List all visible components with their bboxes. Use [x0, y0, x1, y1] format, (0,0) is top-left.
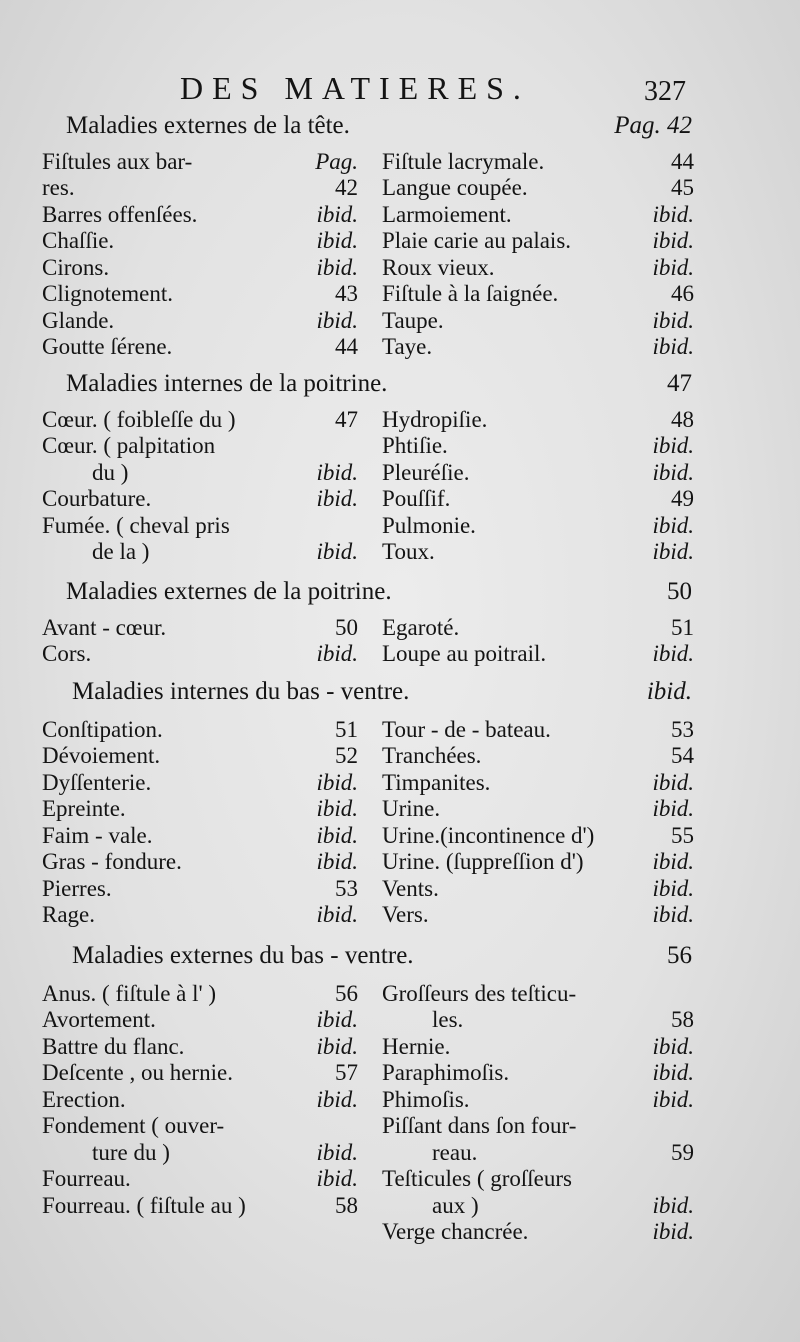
entry-term: Glande.	[42, 307, 115, 333]
index-entry	[382, 175, 694, 202]
entries-right-column	[382, 148, 694, 360]
index-entry	[42, 641, 358, 668]
index-entry	[382, 875, 694, 902]
running-title: DES MATIERES.	[180, 70, 530, 106]
index-entry	[382, 1086, 694, 1113]
entry-page: ibid.	[316, 1166, 358, 1191]
entry-term: Larmoiement.	[382, 201, 512, 227]
index-entry	[42, 228, 358, 255]
entry-term: Fiſtule à la ſaignée.	[382, 281, 559, 306]
index-entry	[42, 486, 358, 513]
index-entry	[382, 1113, 694, 1140]
entry-page: 45	[671, 175, 694, 200]
entry-page: 56	[335, 980, 358, 1006]
entry-term: Fiſtules aux bar-	[42, 148, 193, 174]
entry-page: ibid.	[316, 228, 358, 253]
entry-term: Erection.	[42, 1086, 126, 1112]
entry-term: Phimoſis.	[382, 1086, 470, 1112]
entry-term: Rage.	[42, 902, 96, 927]
index-entry	[382, 254, 694, 281]
entry-page: 58	[671, 1007, 694, 1032]
entry-term: Epreinte.	[42, 796, 126, 821]
index-entry	[382, 849, 694, 876]
entry-term: Clignotement.	[42, 281, 173, 306]
entry-term: Cors.	[42, 641, 92, 666]
entry-term: Dyſſenterie.	[42, 769, 152, 795]
entry-term: Taye.	[382, 334, 433, 359]
entry-page: 44	[335, 334, 358, 359]
entry-term: Piſſant dans ſon four-	[382, 1113, 577, 1138]
index-entry	[382, 796, 694, 823]
entry-page: Pag.	[315, 148, 358, 174]
entry-page: 44	[671, 148, 694, 174]
section-title: Maladies externes du bas - ventre.	[72, 942, 414, 969]
entry-page: ibid.	[316, 1139, 358, 1165]
section-title: Maladies externes de la poitrine.	[66, 578, 392, 605]
section-page: 47	[667, 370, 692, 397]
entry-term: Phtiſie.	[382, 433, 448, 458]
entry-page: ibid.	[316, 539, 358, 564]
entry-term: Pierres.	[42, 875, 112, 901]
entry-term: Chaſſie.	[42, 228, 115, 253]
entry-term: Cœur. ( palpitation	[42, 433, 216, 458]
entry-term: Dévoiement.	[42, 743, 161, 768]
entries-right-column	[382, 406, 694, 565]
entry-page: ibid.	[652, 902, 694, 927]
entry-term: res.	[42, 175, 75, 200]
entry-term: Timpanites.	[382, 769, 491, 795]
entry-page: ibid.	[652, 334, 694, 359]
entry-page: 52	[335, 743, 358, 768]
section-title: Maladies externes de la tête.	[66, 112, 350, 139]
index-entry	[382, 1219, 694, 1246]
index-entry	[382, 334, 694, 361]
section-heading	[0, 578, 800, 608]
entry-page: ibid.	[652, 796, 694, 821]
entry-term: Pleuréſie.	[382, 459, 470, 485]
section-title: Maladies internes du bas - ventre.	[72, 678, 410, 705]
entry-page: ibid.	[652, 433, 694, 458]
entry-term: Barres offenſées.	[42, 201, 198, 227]
index-entry	[42, 1033, 358, 1060]
entry-page: ibid.	[652, 641, 694, 666]
entry-term: Pouſſif.	[382, 486, 451, 511]
entry-page: ibid.	[652, 1219, 694, 1244]
index-entry	[382, 539, 694, 566]
page-number: 327	[644, 76, 686, 107]
index-entry	[42, 1007, 358, 1034]
entry-term: Tour - de - bateau.	[382, 716, 551, 742]
entry-page: 53	[671, 716, 694, 742]
index-entry	[382, 1060, 694, 1087]
index-entry	[382, 1166, 694, 1193]
entry-term: Vents.	[382, 875, 439, 901]
index-entry	[42, 1086, 358, 1113]
entry-page: ibid.	[316, 822, 358, 848]
entry-term: Urine. (ſuppreſſion d')	[382, 849, 584, 874]
index-entry	[42, 459, 358, 486]
section-heading	[0, 112, 800, 142]
entry-page: ibid.	[652, 1033, 694, 1059]
index-entry	[382, 459, 694, 486]
index-entry	[42, 1192, 358, 1219]
index-entry	[382, 641, 694, 668]
entry-page: ibid.	[316, 1086, 358, 1112]
entry-page: 51	[335, 716, 358, 742]
entry-page: 50	[335, 614, 358, 640]
entry-page: 59	[671, 1139, 694, 1165]
entry-term: Conſtipation.	[42, 716, 163, 742]
entry-page: ibid.	[316, 201, 358, 227]
entry-page: ibid.	[652, 1086, 694, 1112]
section-page: Pag. 42	[614, 112, 692, 139]
entry-page: ibid.	[316, 459, 358, 485]
index-entry	[42, 1166, 358, 1193]
entry-term: Urine.	[382, 796, 441, 821]
entry-term: Anus. ( fiſtule à l' )	[42, 980, 217, 1006]
entry-page: ibid.	[316, 486, 358, 511]
index-entry	[42, 307, 358, 334]
entry-page: 46	[671, 281, 694, 306]
index-entry	[382, 1139, 694, 1166]
section-title: Maladies internes de la poitrine.	[66, 370, 388, 397]
entries-left-column	[42, 406, 358, 565]
entry-term: Hernie.	[382, 1033, 451, 1059]
entry-page: ibid.	[316, 849, 358, 874]
entry-page: ibid.	[652, 512, 694, 538]
index-entry	[382, 769, 694, 796]
section-heading	[0, 942, 800, 972]
index-entry	[42, 512, 358, 539]
section-page: 56	[667, 942, 692, 969]
entry-page: 42	[335, 175, 358, 200]
section-heading	[0, 370, 800, 400]
entries-left-column	[42, 980, 358, 1219]
entries-right-column	[382, 716, 694, 928]
entry-term: ture du )	[92, 1139, 170, 1165]
entry-term: Egaroté.	[382, 614, 460, 640]
entry-page: ibid.	[652, 307, 694, 333]
section-page: 50	[667, 578, 692, 605]
entry-term: les.	[432, 1007, 464, 1032]
entries-left-column	[42, 148, 358, 360]
entry-page: ibid.	[316, 307, 358, 333]
entry-page: 54	[671, 743, 694, 768]
entry-term: Fourreau.	[42, 1166, 131, 1191]
index-entry	[42, 254, 358, 281]
entry-term: Plaie carie au palais.	[382, 228, 572, 253]
entry-term: Hydropiſie.	[382, 406, 488, 432]
entry-page: ibid.	[652, 849, 694, 874]
index-entry	[382, 201, 694, 228]
entry-term: aux )	[432, 1192, 479, 1218]
index-entry	[42, 1113, 358, 1140]
entry-page: ibid.	[652, 875, 694, 901]
index-entry	[42, 1060, 358, 1087]
index-entry	[42, 743, 358, 770]
index-entry	[42, 281, 358, 308]
entry-term: Faim - vale.	[42, 822, 153, 848]
index-entry	[382, 1033, 694, 1060]
entry-page: 55	[671, 822, 694, 848]
entry-term: Paraphimoſis.	[382, 1060, 510, 1085]
index-entry	[382, 716, 694, 743]
index-entry	[382, 228, 694, 255]
entry-term: Fumée. ( cheval pris	[42, 512, 230, 538]
entry-term: du )	[92, 459, 129, 485]
entry-page: ibid.	[652, 201, 694, 227]
entry-page: 43	[335, 281, 358, 306]
index-entry	[42, 822, 358, 849]
entry-term: Langue coupée.	[382, 175, 528, 200]
running-head	[0, 70, 800, 110]
entry-term: Avortement.	[42, 1007, 156, 1032]
entry-page: ibid.	[652, 228, 694, 253]
section-page: ibid.	[646, 678, 692, 705]
index-entry	[382, 148, 694, 175]
index-entry	[42, 716, 358, 743]
entry-page: 53	[335, 875, 358, 901]
entry-term: Pulmonie.	[382, 512, 476, 538]
entry-term: Loupe au poitrail.	[382, 641, 547, 666]
entry-term: Cœur. ( foibleſſe du )	[42, 406, 236, 432]
entry-term: Groſſeurs des teſticu-	[382, 980, 577, 1006]
index-entry	[42, 796, 358, 823]
section-heading	[0, 678, 800, 708]
entry-term: Courbature.	[42, 486, 152, 511]
index-entry	[382, 433, 694, 460]
index-entry	[382, 486, 694, 513]
entry-term: Toux.	[382, 539, 435, 564]
index-entry	[42, 433, 358, 460]
entry-page: ibid.	[652, 769, 694, 795]
entry-term: Cirons.	[42, 254, 110, 280]
entry-page: 57	[335, 1060, 358, 1085]
index-entry	[382, 980, 694, 1007]
entry-term: Fondement ( ouver-	[42, 1113, 225, 1138]
entry-term: Battre du flanc.	[42, 1033, 185, 1059]
index-entry	[42, 902, 358, 929]
entry-page: ibid.	[652, 1192, 694, 1218]
entries-right-column	[382, 980, 694, 1245]
index-entry	[42, 614, 358, 641]
index-entry	[382, 1192, 694, 1219]
index-entry	[382, 406, 694, 433]
index-entry	[42, 201, 358, 228]
index-entry	[382, 743, 694, 770]
entries-right-column	[382, 614, 694, 667]
entry-term: Deſcente , ou hernie.	[42, 1060, 233, 1085]
entry-page: ibid.	[316, 796, 358, 821]
entry-term: Goutte ſérene.	[42, 334, 173, 359]
index-entry	[42, 175, 358, 202]
index-entry	[42, 875, 358, 902]
entry-page: 51	[671, 614, 694, 640]
entry-page: ibid.	[652, 459, 694, 485]
index-entry	[382, 1007, 694, 1034]
index-entry	[382, 281, 694, 308]
entry-term: Fourreau. ( fiſtule au )	[42, 1192, 246, 1218]
entries-left-column	[42, 716, 358, 928]
index-entry	[42, 980, 358, 1007]
entry-page: 48	[671, 406, 694, 432]
entry-page: ibid.	[316, 1007, 358, 1032]
entry-term: Gras - fondure.	[42, 849, 182, 874]
index-entry	[382, 512, 694, 539]
index-entry	[382, 614, 694, 641]
entry-term: Vers.	[382, 902, 429, 927]
entry-term: Avant - cœur.	[42, 614, 167, 640]
index-entry	[42, 406, 358, 433]
index-entry	[42, 334, 358, 361]
index-entry	[382, 307, 694, 334]
entry-page: 47	[335, 406, 358, 432]
entry-term: Taupe.	[382, 307, 444, 333]
index-entry	[42, 1139, 358, 1166]
entry-term: Roux vieux.	[382, 254, 495, 280]
entry-page: 49	[671, 486, 694, 511]
entry-page: ibid.	[652, 1060, 694, 1085]
index-entry	[42, 769, 358, 796]
entry-page: ibid.	[316, 641, 358, 666]
entry-term: reau.	[432, 1139, 478, 1165]
index-entry	[42, 148, 358, 175]
entry-term: Urine.(incontinence d')	[382, 822, 595, 848]
entry-term: Fiſtule lacrymale.	[382, 148, 545, 174]
entry-page: ibid.	[316, 902, 358, 927]
entry-page: ibid.	[652, 254, 694, 280]
entry-term: Verge chancrée.	[382, 1219, 529, 1244]
entry-term: Tranchées.	[382, 743, 482, 768]
entry-page: ibid.	[316, 254, 358, 280]
entry-page: ibid.	[316, 769, 358, 795]
entry-page: ibid.	[316, 1033, 358, 1059]
index-entry	[42, 849, 358, 876]
entry-term: Teſticules ( groſſeurs	[382, 1166, 572, 1191]
index-entry	[42, 539, 358, 566]
entry-page: 58	[335, 1192, 358, 1218]
index-entry	[382, 822, 694, 849]
index-entry	[382, 902, 694, 929]
entry-page: ibid.	[652, 539, 694, 564]
entry-term: de la )	[92, 539, 150, 564]
entries-left-column	[42, 614, 358, 667]
